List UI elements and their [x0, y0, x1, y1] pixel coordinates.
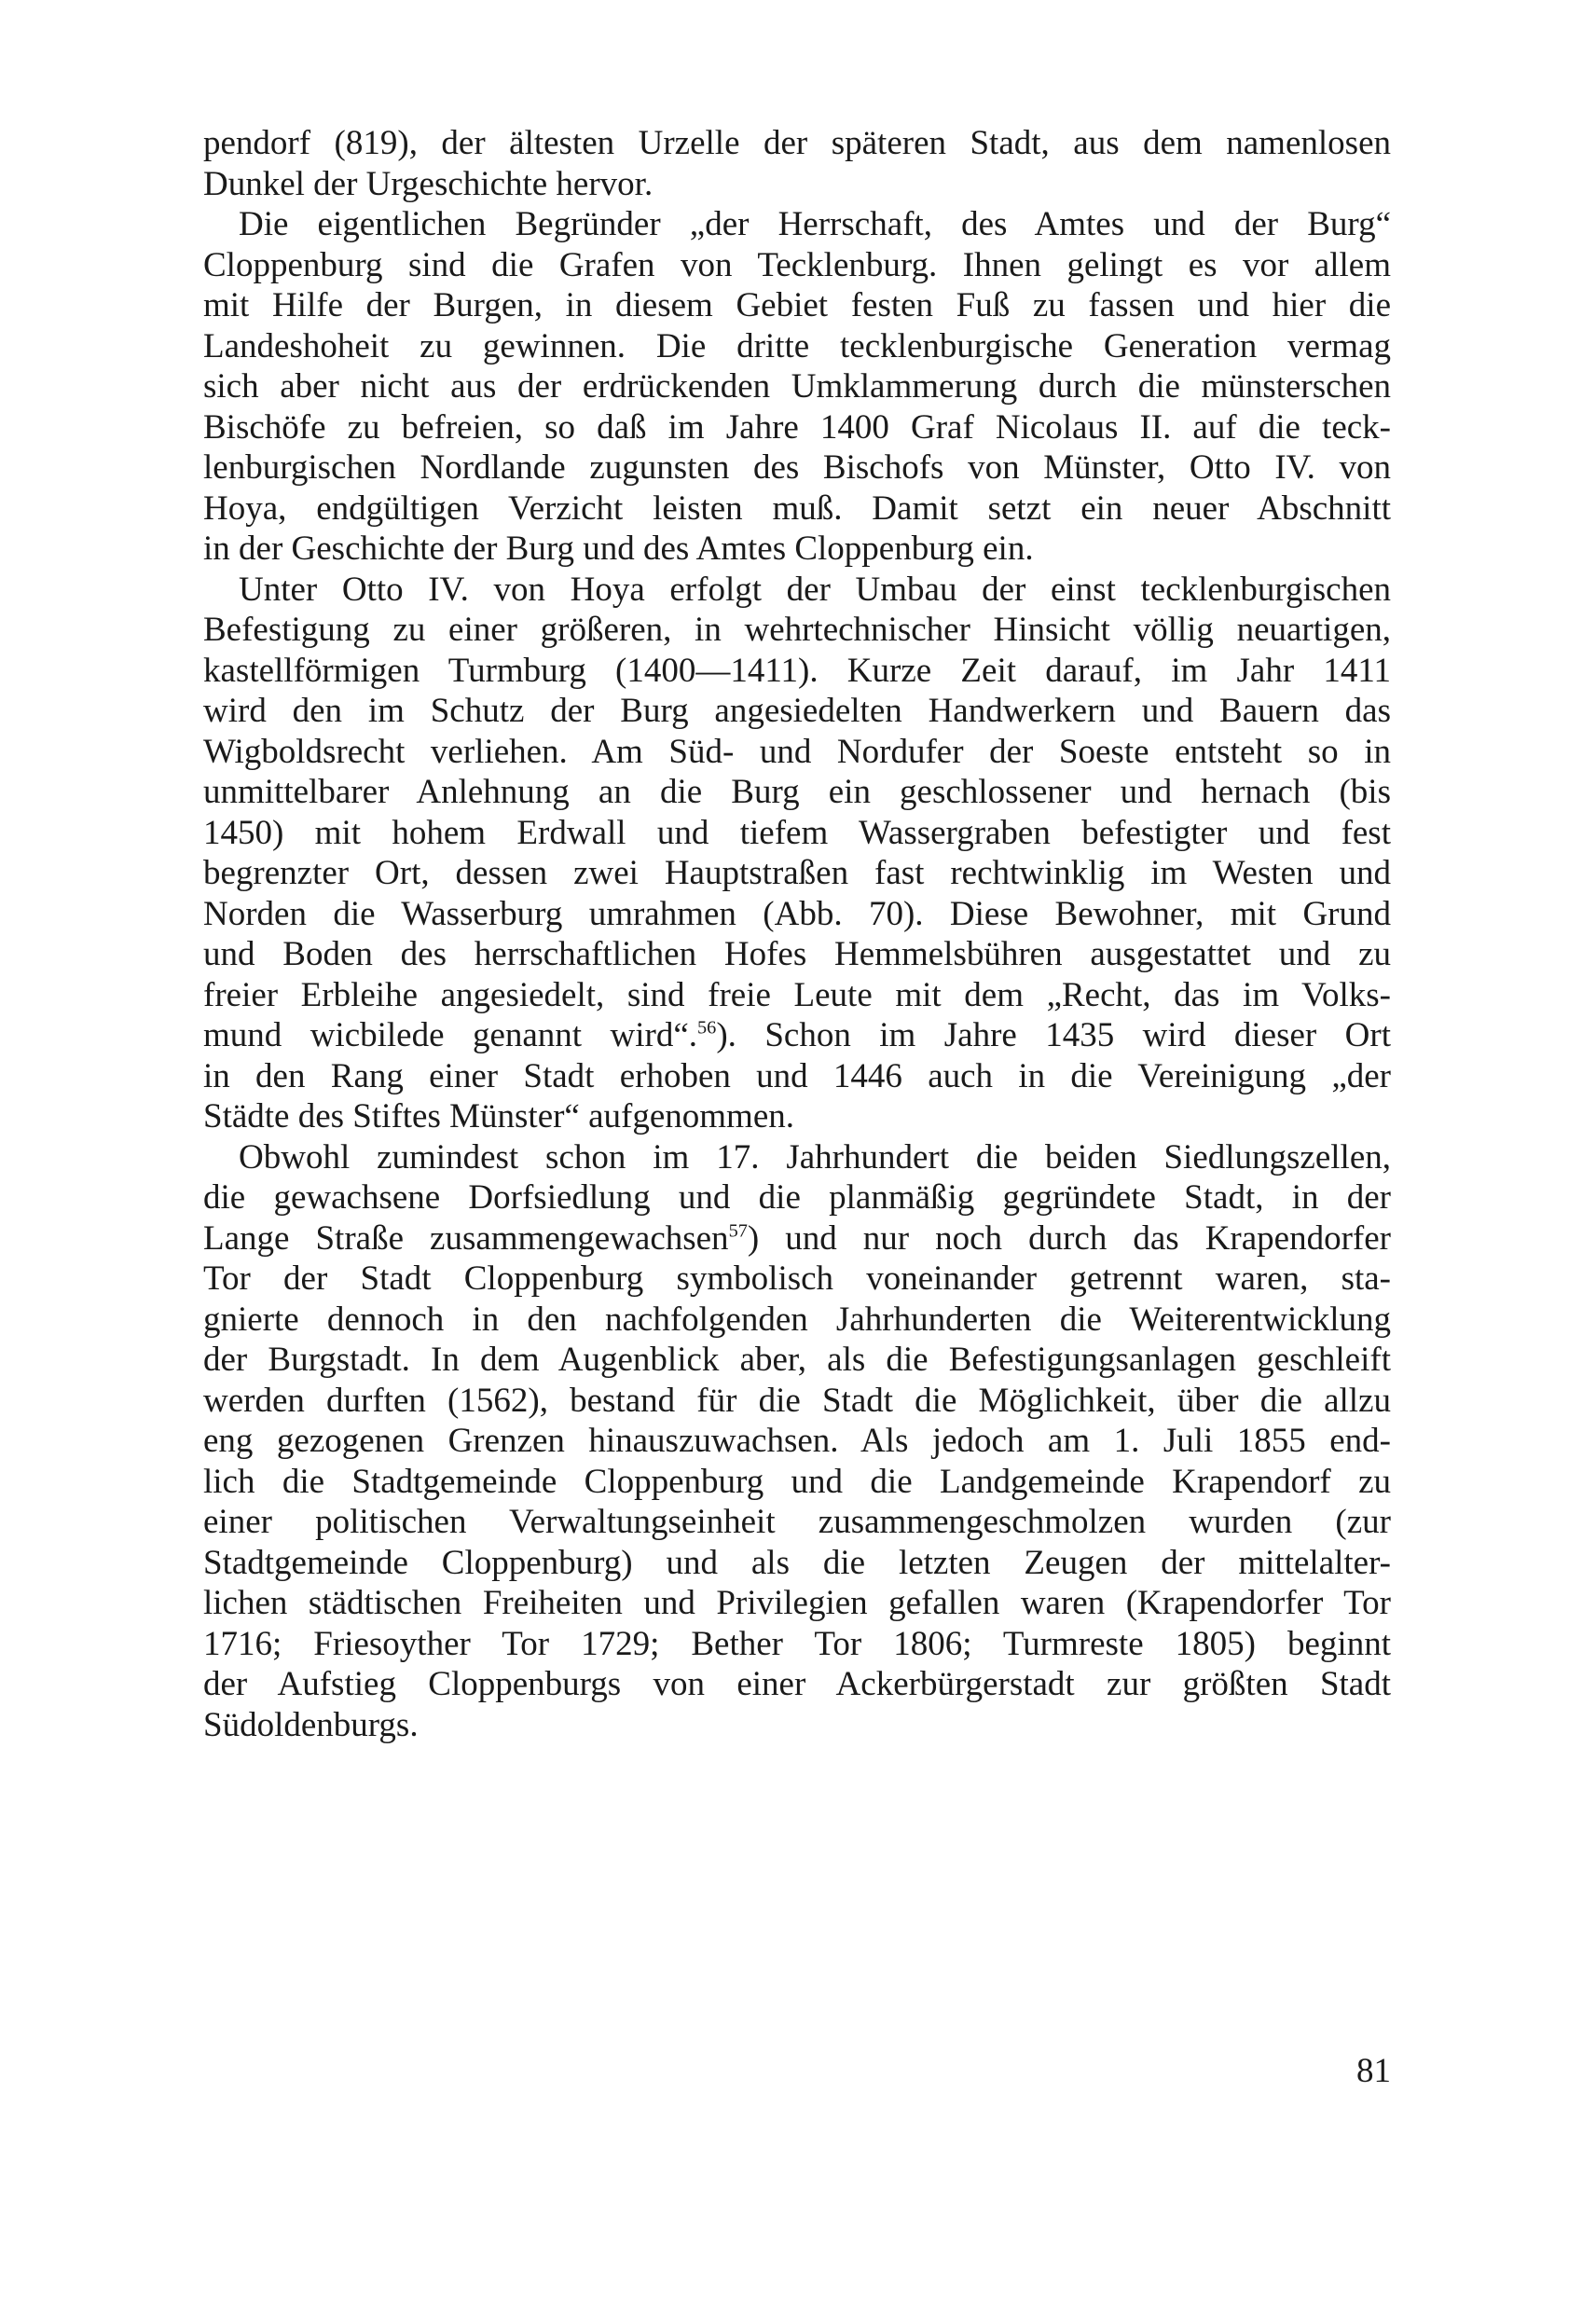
text-line: unmittelbarer Anlehnung an die Burg ein geschlossener und hernach (bis	[203, 773, 1391, 811]
paragraph-1	[203, 123, 1391, 204]
text-line: lichen städtischen Freiheiten und Privilegien gefallen waren (Krapendorfer Tor	[203, 1584, 1391, 1622]
text-line: Wigboldsrecht verliehen. Am Süd- und Nordufer der Soeste entsteht so in	[203, 732, 1391, 771]
text-line: werden durften (1562), bestand für die Stadt die Möglichkeit, über die allzu	[203, 1381, 1391, 1420]
text-line-with-footnote	[203, 1218, 1391, 1259]
text-line: 1716; Friesoyther Tor 1729; Bether Tor 1806; Turmreste 1805) beginnt	[203, 1624, 1391, 1663]
text-line: die gewachsene Dorfsiedlung und die planmäßig gegründete Stadt, in der	[203, 1178, 1391, 1217]
text-line: Hoya, endgültigen Verzicht leisten muß. Damit setzt ein neuer Abschnitt	[203, 489, 1391, 528]
body-text	[203, 123, 1391, 1745]
text-line: pendorf (819), der ältesten Urzelle der späteren Stadt, aus dem namenlosen	[203, 124, 1391, 162]
text-line: eng gezogenen Grenzen hinauszuwachsen. Als jedoch am 1. Juli 1855 end-	[203, 1422, 1391, 1460]
text-segment: mund wicbilede genannt wird“.	[203, 1016, 697, 1054]
paragraph-2	[203, 204, 1391, 570]
text-segment: ). Schon im Jahre 1435 wird dieser Ort	[716, 1016, 1391, 1054]
text-line: mit Hilfe der Burgen, in diesem Gebiet festen Fuß zu fassen und hier die	[203, 286, 1391, 324]
text-line: in den Rang einer Stadt erhoben und 1446 auch in die Vereinigung „der	[203, 1056, 1391, 1095]
text-line-with-footnote	[203, 1015, 1391, 1056]
text-line: lenburgischen Nordlande zugunsten des Bischofs von Münster, Otto IV. von	[203, 448, 1391, 487]
text-line: Cloppenburg sind die Grafen von Tecklenburg. Ihnen gelingt es vor allem	[203, 245, 1391, 284]
text-line: Obwohl zumindest schon im 17. Jahrhundert die beiden Siedlungszellen,	[239, 1137, 1391, 1177]
text-segment: Lange Straße zusammengewachsen	[203, 1218, 729, 1258]
paragraph-3	[203, 570, 1391, 1137]
text-line: Unter Otto IV. von Hoya erfolgt der Umbau der einst tecklenburgischen	[239, 570, 1391, 609]
text-line: freier Erbleihe angesiedelt, sind freie Leute mit dem „Recht, das im Volks-	[203, 975, 1391, 1014]
text-line: Tor der Stadt Cloppenburg symbolisch voneinander getrennt waren, sta-	[203, 1259, 1391, 1298]
text-line: einer politischen Verwaltungseinheit zusammengeschmolzen wurden (zur	[203, 1503, 1391, 1541]
text-line: Dunkel der Urgeschichte hervor.	[203, 164, 654, 203]
text-line: Befestigung zu einer größeren, in wehrtechnischer Hinsicht völlig neuartigen,	[203, 611, 1391, 649]
page-number: 81	[1356, 2052, 1391, 2090]
text-line: lich die Stadtgemeinde Cloppenburg und die Landgemeinde Krapendorf zu	[203, 1462, 1391, 1501]
text-segment: ) und nur noch durch das Krapendorfer	[747, 1218, 1391, 1258]
text-line: sich aber nicht aus der erdrückenden Umklammerung durch die münsterschen	[203, 367, 1391, 406]
text-line: kastellförmigen Turmburg (1400—1411). Kurze Zeit darauf, im Jahr 1411	[203, 651, 1391, 690]
text-line: begrenzter Ort, dessen zwei Hauptstraßen fast rechtwinklig im Westen und	[203, 854, 1391, 892]
footnote-marker: 56	[697, 1017, 717, 1039]
text-line: gnierte dennoch in den nachfolgenden Jahrhunderten die Weiterentwicklung	[203, 1300, 1391, 1339]
footnote-marker: 57	[728, 1220, 748, 1242]
text-line: der Aufstieg Cloppenburgs von einer Ackerbürgerstadt zur größten Stadt	[203, 1665, 1391, 1703]
text-line: 1450) mit hohem Erdwall und tiefem Wassergraben befestigter und fest	[203, 813, 1391, 852]
text-line: Bischöfe zu befreien, so daß im Jahre 1400 Graf Nicolaus II. auf die teck-	[203, 407, 1391, 447]
text-line: und Boden des herrschaftlichen Hofes Hemmelsbühren ausgestattet und zu	[203, 935, 1391, 973]
paragraph-4	[203, 1137, 1391, 1746]
text-line: Stadtgemeinde Cloppenburg) und als die letzten Zeugen der mittelalter-	[203, 1543, 1391, 1582]
text-line: wird den im Schutz der Burg angesiedelten Handwerkern und Bauern das	[203, 692, 1391, 730]
text-line: Städte des Stiftes Münster“ aufgenommen.	[203, 1097, 795, 1135]
text-line: Die eigentlichen Begründer „der Herrschaft, des Amtes und der Burg“	[239, 205, 1391, 243]
text-line: Norden die Wasserburg umrahmen (Abb. 70). Diese Bewohner, mit Grund	[203, 894, 1391, 933]
text-line: in der Geschichte der Burg und des Amtes Cloppenburg ein.	[203, 530, 1034, 568]
text-line: Landeshoheit zu gewinnen. Die dritte tecklenburgische Generation vermag	[203, 326, 1391, 365]
text-line: der Burgstadt. In dem Augenblick aber, als die Befestigungsanlagen geschleift	[203, 1341, 1391, 1379]
text-line: Südoldenburgs.	[203, 1705, 419, 1744]
